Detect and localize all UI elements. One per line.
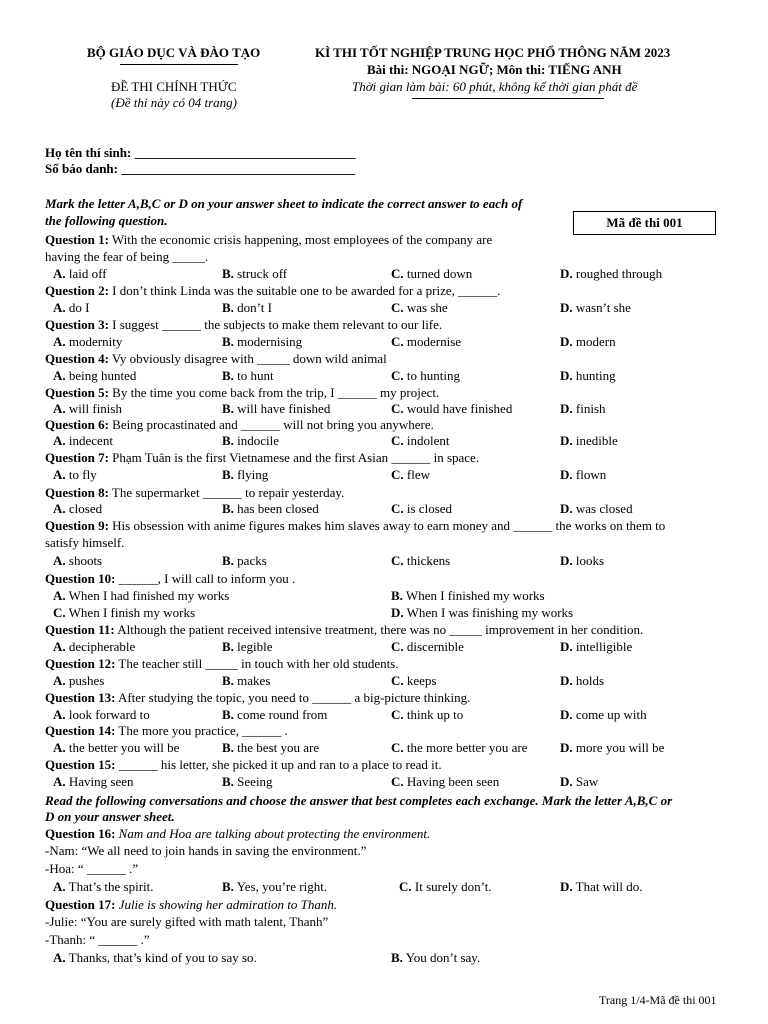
question-8 bbox=[45, 485, 344, 502]
option-letter: B. bbox=[222, 740, 234, 755]
option-text: the better you will be bbox=[65, 740, 180, 755]
q10-option-b[interactable] bbox=[391, 588, 545, 604]
option-letter: A. bbox=[53, 401, 66, 416]
option-letter: D. bbox=[560, 334, 573, 349]
q1-option-d[interactable] bbox=[560, 266, 662, 282]
option-letter: A. bbox=[53, 707, 66, 722]
question-2 bbox=[45, 283, 500, 300]
q10-option-a[interactable] bbox=[53, 588, 229, 604]
option-text: being hunted bbox=[65, 368, 137, 383]
option-text: is closed bbox=[403, 501, 453, 516]
question-1 bbox=[45, 232, 492, 249]
option-letter: B. bbox=[222, 433, 234, 448]
question-15 bbox=[45, 757, 442, 774]
q4-option-a[interactable] bbox=[53, 368, 136, 384]
q9-option-c[interactable] bbox=[391, 553, 450, 569]
option-text: come round from bbox=[233, 707, 328, 722]
option-text: modernity bbox=[65, 334, 123, 349]
option-text: holds bbox=[572, 673, 605, 688]
q15-option-b[interactable] bbox=[222, 774, 273, 790]
option-letter: A. bbox=[53, 368, 66, 383]
option-text: more you will be bbox=[572, 740, 665, 755]
question-6 bbox=[45, 417, 434, 434]
option-letter: B. bbox=[222, 673, 234, 688]
option-letter: D. bbox=[560, 433, 573, 448]
question-context: Nam and Hoa are talking about protecting the environment. bbox=[115, 826, 431, 841]
option-letter: D. bbox=[560, 368, 573, 383]
option-letter: D. bbox=[560, 553, 573, 568]
question-stem: The supermarket ______ to repair yesterday. bbox=[108, 485, 345, 500]
q13-option-b[interactable] bbox=[222, 707, 327, 723]
question-stem: Although the patient received intensive treatment, there was no _____ improvement in her condition. bbox=[114, 622, 644, 637]
option-text: to fly bbox=[65, 467, 97, 482]
q14-option-c[interactable] bbox=[391, 740, 527, 756]
option-text: modern bbox=[572, 334, 616, 349]
question-stem: Being procastinated and ______ will not bring you anywhere. bbox=[108, 417, 434, 432]
q13-option-c[interactable] bbox=[391, 707, 463, 723]
option-text: to hunt bbox=[233, 368, 274, 383]
option-text: discernible bbox=[403, 639, 464, 654]
q14-option-d[interactable] bbox=[560, 740, 664, 756]
question-stem: ______ his letter, she picked it up and ran to a place to read it. bbox=[115, 757, 442, 772]
instruction-2-line-2: D on your answer sheet. bbox=[45, 809, 175, 824]
option-text: modernising bbox=[233, 334, 303, 349]
q9-option-d[interactable] bbox=[560, 553, 604, 569]
option-text: makes bbox=[233, 673, 271, 688]
q1-option-c[interactable] bbox=[391, 266, 472, 282]
question-number: Question 16: bbox=[45, 826, 116, 841]
option-text: pushes bbox=[65, 673, 105, 688]
q9-option-b[interactable] bbox=[222, 553, 267, 569]
option-text: looks bbox=[572, 553, 605, 568]
question-5 bbox=[45, 385, 439, 402]
option-text: struck off bbox=[233, 266, 288, 281]
option-letter: C. bbox=[391, 740, 404, 755]
q16-dialogue-2: -Hoa: “ ______ .” bbox=[45, 861, 139, 876]
question-number: Question 3: bbox=[45, 317, 109, 332]
option-letter: A. bbox=[53, 467, 66, 482]
option-letter: D. bbox=[560, 467, 573, 482]
option-text: intelligible bbox=[572, 639, 633, 654]
option-text: indolent bbox=[403, 433, 450, 448]
q7-option-a[interactable] bbox=[53, 467, 97, 483]
q16-option-d[interactable]: D. That will do. bbox=[560, 879, 643, 894]
q15-option-c[interactable] bbox=[391, 774, 499, 790]
option-text: closed bbox=[65, 501, 103, 516]
option-text: Seeing bbox=[233, 774, 273, 789]
q3-option-d[interactable] bbox=[560, 334, 616, 350]
pages-note: (Đề thi này có 04 trang) bbox=[111, 95, 238, 110]
option-letter: C. bbox=[53, 605, 66, 620]
q2-option-d[interactable] bbox=[560, 300, 631, 316]
option-letter: D. bbox=[560, 300, 573, 315]
q2-option-c[interactable] bbox=[391, 300, 448, 316]
option-text: the more better you are bbox=[403, 740, 528, 755]
q5-option-d[interactable] bbox=[560, 401, 606, 417]
q17-option-b[interactable]: B. You don’t say. bbox=[391, 950, 481, 965]
instruction-2-line-1: Read the following conversations and choose the answer that best completes each exchange. Mark the letter A,B,C or bbox=[45, 793, 673, 808]
q12-option-c[interactable] bbox=[391, 673, 437, 689]
option-text: look forward to bbox=[65, 707, 150, 722]
question-number: Question 13: bbox=[45, 690, 116, 705]
question-number: Question 10: bbox=[45, 571, 116, 586]
question-stem: I suggest ______ the subjects to make them relevant to our life. bbox=[108, 317, 443, 332]
option-letter: C. bbox=[391, 300, 404, 315]
option-text: decipherable bbox=[65, 639, 136, 654]
option-letter: A. bbox=[53, 300, 66, 315]
option-letter: D. bbox=[391, 605, 404, 620]
q1-option-a[interactable] bbox=[53, 266, 107, 282]
option-letter: A. bbox=[53, 501, 66, 516]
q2-option-a[interactable] bbox=[53, 300, 89, 316]
option-text: indecent bbox=[65, 433, 113, 448]
option-letter: A. bbox=[53, 774, 66, 789]
q16-dialogue-1: -Nam: “We all need to join hands in saving the environment.” bbox=[45, 843, 367, 858]
q1-option-b[interactable] bbox=[222, 266, 287, 282]
question-stem: ______, I will call to inform you . bbox=[115, 571, 296, 586]
option-text: would have finished bbox=[403, 401, 513, 416]
q14-option-b[interactable] bbox=[222, 740, 319, 756]
question-9 bbox=[45, 518, 665, 535]
q16-option-c[interactable]: C. It surely don’t. bbox=[399, 879, 492, 894]
option-text: indocile bbox=[233, 433, 280, 448]
option-text: flown bbox=[572, 467, 607, 482]
q10-option-c[interactable] bbox=[53, 605, 195, 621]
option-letter: A. bbox=[53, 433, 66, 448]
option-letter: C. bbox=[391, 553, 404, 568]
q8-option-a[interactable] bbox=[53, 501, 102, 517]
q17-dialogue-1: -Julie: “You are surely gifted with math talent, Thanh” bbox=[45, 914, 329, 929]
q16-option-b[interactable]: B. Yes, you’re right. bbox=[222, 879, 328, 894]
q12-option-a[interactable] bbox=[53, 673, 104, 689]
question-number: Question 11: bbox=[45, 622, 115, 637]
q4-option-c[interactable] bbox=[391, 368, 460, 384]
q13-option-a[interactable] bbox=[53, 707, 150, 723]
option-letter: B. bbox=[222, 334, 234, 349]
option-text: to hunting bbox=[403, 368, 460, 383]
q13-option-d[interactable] bbox=[560, 707, 647, 723]
option-text: When I finished my works bbox=[402, 588, 545, 603]
option-letter: A. bbox=[53, 740, 66, 755]
option-text: Having been seen bbox=[403, 774, 500, 789]
option-letter: D. bbox=[560, 673, 573, 688]
q5-option-b[interactable] bbox=[222, 401, 330, 417]
ministry-name: BỘ GIÁO DỤC VÀ ĐÀO TẠO bbox=[87, 45, 261, 60]
question-number: Question 6: bbox=[45, 417, 109, 432]
option-letter: A. bbox=[53, 266, 66, 281]
question-number: Question 8: bbox=[45, 485, 109, 500]
option-letter: C. bbox=[391, 501, 404, 516]
question-stem: The more you practice, ______ . bbox=[115, 723, 288, 738]
q2-option-b[interactable] bbox=[222, 300, 272, 316]
candidate-name-row bbox=[45, 145, 356, 161]
q14-option-a[interactable] bbox=[53, 740, 179, 756]
option-text: finish bbox=[572, 401, 606, 416]
option-letter: A. bbox=[53, 673, 66, 688]
question-number: Question 17: bbox=[45, 897, 116, 912]
option-letter: C. bbox=[391, 433, 404, 448]
option-letter: C. bbox=[391, 401, 404, 416]
option-letter: D. bbox=[560, 501, 573, 516]
q15-option-d[interactable] bbox=[560, 774, 598, 790]
q5-option-a[interactable] bbox=[53, 401, 122, 417]
option-text: has been closed bbox=[233, 501, 319, 516]
q17-dialogue-2: -Thanh: “ ______ .” bbox=[45, 932, 150, 947]
option-text: hunting bbox=[572, 368, 616, 383]
option-letter: C. bbox=[391, 467, 404, 482]
candidate-id-label: Số báo danh: bbox=[45, 161, 118, 176]
q9-option-a[interactable] bbox=[53, 553, 102, 569]
option-text: will finish bbox=[65, 401, 122, 416]
q17-option-a[interactable]: A. Thanks, that’s kind of you to say so. bbox=[53, 950, 257, 965]
question-9-continued: satisfy himself. bbox=[45, 535, 125, 550]
q8-option-d[interactable] bbox=[560, 501, 633, 517]
exam-code-box: Mã đề thi 001 bbox=[573, 211, 716, 235]
q11-option-a[interactable] bbox=[53, 639, 135, 655]
option-text: thickens bbox=[403, 553, 451, 568]
q3-option-c[interactable] bbox=[391, 334, 461, 350]
question-13 bbox=[45, 690, 470, 707]
ministry-underline bbox=[120, 64, 238, 65]
question-3 bbox=[45, 317, 442, 334]
option-text: Having seen bbox=[65, 774, 134, 789]
title-underline bbox=[412, 98, 604, 99]
exam-title: KÌ THI TỐT NGHIỆP TRUNG HỌC PHỔ THÔNG NĂM 2023 bbox=[315, 45, 671, 60]
option-text: come up with bbox=[572, 707, 647, 722]
candidate-name-label: Họ tên thí sinh: bbox=[45, 145, 132, 160]
question-14 bbox=[45, 723, 288, 740]
option-letter: C. bbox=[391, 368, 404, 383]
q6-option-a[interactable] bbox=[53, 433, 113, 449]
option-letter: A. bbox=[53, 639, 66, 654]
option-letter: B. bbox=[222, 368, 234, 383]
option-text: wasn’t she bbox=[572, 300, 631, 315]
question-stem: The teacher still _____ in touch with her old students. bbox=[115, 656, 399, 671]
question-number: Question 7: bbox=[45, 450, 109, 465]
option-text: don’t I bbox=[233, 300, 272, 315]
option-text: packs bbox=[233, 553, 267, 568]
question-16 bbox=[45, 826, 430, 843]
q15-option-a[interactable] bbox=[53, 774, 134, 790]
option-text: keeps bbox=[403, 673, 437, 688]
option-letter: A. bbox=[53, 553, 66, 568]
option-text: the best you are bbox=[233, 740, 320, 755]
option-text: When I finish my works bbox=[65, 605, 196, 620]
option-text: do I bbox=[65, 300, 90, 315]
q6-option-c[interactable] bbox=[391, 433, 450, 449]
question-1-continued: having the fear of being _____. bbox=[45, 249, 209, 264]
question-17 bbox=[45, 897, 337, 914]
option-letter: C. bbox=[391, 673, 404, 688]
question-11 bbox=[45, 622, 643, 639]
question-10 bbox=[45, 571, 295, 588]
q5-option-c[interactable] bbox=[391, 401, 512, 417]
question-number: Question 5: bbox=[45, 385, 109, 400]
option-letter: D. bbox=[560, 266, 573, 281]
option-letter: C. bbox=[391, 707, 404, 722]
official-label: ĐỀ THI CHÍNH THỨC bbox=[111, 79, 237, 94]
q16-option-a[interactable]: A. That’s the spirit. bbox=[53, 879, 154, 894]
q11-option-c[interactable] bbox=[391, 639, 464, 655]
option-text: will have finished bbox=[233, 401, 331, 416]
option-letter: B. bbox=[222, 501, 234, 516]
question-number: Question 4: bbox=[45, 351, 109, 366]
q11-option-b[interactable] bbox=[222, 639, 273, 655]
question-stem: His obsession with anime figures makes him slaves away to earn money and ______ the works on them to bbox=[108, 518, 666, 533]
option-text: turned down bbox=[403, 266, 473, 281]
question-number: Question 14: bbox=[45, 723, 116, 738]
option-text: flew bbox=[403, 467, 430, 482]
q12-option-d[interactable] bbox=[560, 673, 604, 689]
candidate-id-blank[interactable]: ____________________________________ bbox=[121, 161, 356, 176]
option-text: was closed bbox=[572, 501, 633, 516]
option-letter: D. bbox=[560, 639, 573, 654]
option-letter: C. bbox=[391, 266, 404, 281]
question-stem: Phạm Tuân is the first Vietnamese and the first Asian ______ in space. bbox=[108, 450, 480, 465]
option-letter: B. bbox=[222, 467, 234, 482]
option-letter: B. bbox=[222, 401, 234, 416]
instruction-1-line-1: Mark the letter A,B,C or D on your answer sheet to indicate the correct answer to each of bbox=[45, 196, 523, 211]
option-text: shoots bbox=[65, 553, 103, 568]
question-number: Question 9: bbox=[45, 518, 109, 533]
option-letter: B. bbox=[222, 266, 234, 281]
option-text: modernise bbox=[403, 334, 462, 349]
candidate-name-blank[interactable]: __________________________________ bbox=[134, 145, 356, 160]
option-letter: D. bbox=[560, 401, 573, 416]
option-letter: C. bbox=[391, 334, 404, 349]
exam-subject: Bài thi: NGOẠI NGỮ; Môn thi: TIẾNG ANH bbox=[367, 62, 622, 77]
option-letter: C. bbox=[391, 639, 404, 654]
option-text: Saw bbox=[572, 774, 599, 789]
option-letter: B. bbox=[222, 707, 234, 722]
option-text: legible bbox=[233, 639, 273, 654]
q10-option-d[interactable] bbox=[391, 605, 573, 621]
option-letter: D. bbox=[560, 774, 573, 789]
option-letter: B. bbox=[222, 774, 234, 789]
q7-option-b[interactable] bbox=[222, 467, 268, 483]
question-stem: I don’t think Linda was the suitable one to be awarded for a prize, ______. bbox=[108, 283, 501, 298]
q4-option-b[interactable] bbox=[222, 368, 274, 384]
option-text: When I had finished my works bbox=[65, 588, 230, 603]
option-letter: B. bbox=[222, 300, 234, 315]
question-number: Question 2: bbox=[45, 283, 109, 298]
q7-option-c[interactable] bbox=[391, 467, 430, 483]
question-12 bbox=[45, 656, 399, 673]
candidate-id-row bbox=[45, 161, 355, 177]
option-letter: A. bbox=[53, 588, 66, 603]
instruction-1-line-2: the following question. bbox=[45, 213, 168, 228]
option-letter: B. bbox=[222, 639, 234, 654]
q6-option-b[interactable] bbox=[222, 433, 279, 449]
question-stem: By the time you come back from the trip, I ______ my project. bbox=[108, 385, 440, 400]
option-letter: B. bbox=[222, 553, 234, 568]
option-text: When I was finishing my works bbox=[403, 605, 574, 620]
option-text: think up to bbox=[403, 707, 464, 722]
option-letter: B. bbox=[391, 588, 403, 603]
question-context: Julie is showing her admiration to Thanh. bbox=[115, 897, 338, 912]
q3-option-b[interactable] bbox=[222, 334, 302, 350]
q12-option-b[interactable] bbox=[222, 673, 270, 689]
q8-option-c[interactable] bbox=[391, 501, 452, 517]
question-7 bbox=[45, 450, 479, 467]
question-number: Question 1: bbox=[45, 232, 109, 247]
question-stem: Vy obviously disagree with _____ down wild animal bbox=[108, 351, 387, 366]
option-text: was she bbox=[403, 300, 448, 315]
q3-option-a[interactable] bbox=[53, 334, 122, 350]
question-number: Question 15: bbox=[45, 757, 116, 772]
exam-time: Thời gian làm bài: 60 phút, không kể thời gian phát đề bbox=[352, 79, 638, 94]
option-letter: D. bbox=[560, 740, 573, 755]
option-letter: A. bbox=[53, 334, 66, 349]
question-stem: After studying the topic, you need to ______ a big-picture thinking. bbox=[115, 690, 471, 705]
q11-option-d[interactable] bbox=[560, 639, 632, 655]
option-text: flying bbox=[233, 467, 269, 482]
q4-option-d[interactable] bbox=[560, 368, 616, 384]
page-footer: Trang 1/4-Mã đề thi 001 bbox=[599, 993, 717, 1007]
option-text: laid off bbox=[65, 266, 107, 281]
question-4 bbox=[45, 351, 387, 368]
option-text: inedible bbox=[572, 433, 618, 448]
q6-option-d[interactable] bbox=[560, 433, 618, 449]
q8-option-b[interactable] bbox=[222, 501, 319, 517]
q7-option-d[interactable] bbox=[560, 467, 606, 483]
option-text: roughed through bbox=[572, 266, 663, 281]
question-number: Question 12: bbox=[45, 656, 116, 671]
option-letter: C. bbox=[391, 774, 404, 789]
question-stem: With the economic crisis happening, most employees of the company are bbox=[108, 232, 493, 247]
option-letter: D. bbox=[560, 707, 573, 722]
